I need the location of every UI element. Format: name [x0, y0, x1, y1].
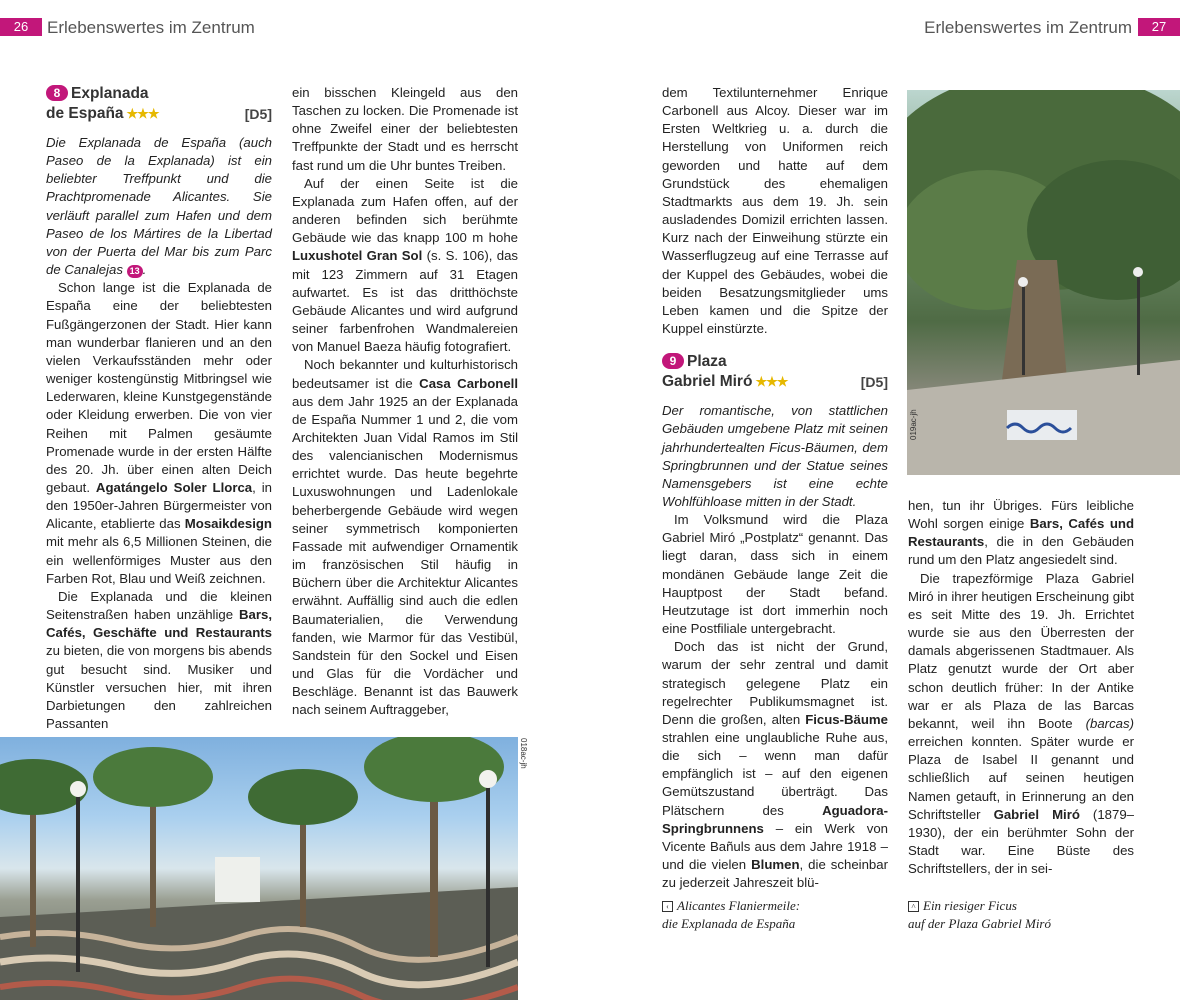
- paragraph: hen, tun ihr Übriges. Fürs leibliche Wohl sorgen einige Bars, Cafés und Restaurants, die in den Gebäuden rund um den Platz angesiedelt sind.: [908, 498, 1134, 568]
- left-running-title: Erlebenswertes im Zentrum: [47, 18, 255, 37]
- section-title-line1: Plaza: [687, 353, 727, 371]
- paragraph: Schon lange ist die Explanada de España eine der beliebtesten Fußgängerzonen der Stadt. Hier kann man wunderbar flanieren und an den vielen Verkaufsständen mehr oder weniger kostengünstig Mitbringsel wie Lederwaren, kleine Kunstgegenstände oder Kleidung erwerben. Die von vier Reihen mit Palmen gesäumte Promenade wurde in der ersten Hälfte des 20. Jh. über einen alten Deich gebaut. Agatángelo Soler Llorca, in den 1950er-Jahren Bürgermeister von Alicante, etablierte das Mosaikdesign mit mehr als 6,5 Millionen Steinen, die ein wellenförmiges Muster aus den Farben Rot, Blau und Weiß zeichnen.: [46, 280, 272, 586]
- photo-credit-right: 019ac-jh: [909, 409, 918, 440]
- caption-left: ‹ Alicantes Flaniermeile: die Explanada de España: [662, 898, 801, 931]
- grid-reference: [D5]: [244, 106, 272, 122]
- section-8-heading: [46, 84, 272, 124]
- right-running-title: Erlebenswertes im Zentrum: [924, 18, 1132, 37]
- paragraph: Noch bekannter und kulturhistorisch bedeutsamer ist die Casa Carbonell aus dem Jahr 1925 an der Explanada de España Nummer 1 und 2, die vom Architekten Juan Vidal Ramos im Stil des valencianischen Modernismus errichtet wurde. Das heute begehrte Luxuswohnungen und Ladenlokale beherbergende Gebäude wird wegen seiner symmetrisch komponierten Fassade mit aufwendiger Ornamentik im französischen Stil häufig in Büchern über die Architektur Alicantes erwähnt. Auffällig sind auch die edlen Baumaterialien, die Verwendung fanden, wie Marmor für das Vestibül, Sandstein für den Sockel und Eisen und Glas für die Vordächer und Beschläge. Benannt ist das Bauwerk nach seinem Auftraggeber,: [292, 357, 518, 718]
- paragraph: Die Explanada und die kleinen Seitenstraßen haben unzählige Bars, Cafés, Geschäfte und Restaurants zu bieten, die von morgens bis abends gut besucht sind. Musiker und Künstler versuchen hier, mit ihren Darbietungen den zahlreichen Passanten: [46, 588, 272, 731]
- paragraph: dem Textilunternehmer Enrique Carbonell aus Alcoy. Dieser war im Ersten Weltkrieg u. a. durch die Herstellung von Uniformen reich geworden und hatte auf dem Grundstück des ehemaligen Stadtmarkts aus dem 19. Jh. sein ausladendes Domizil errichten lassen. Kurz nach der Einweihung stürzte ein Wasserflugzeug auf eine Terrasse auf der Kuppel des Gebäudes, wobei die beiden Besatzungsmitglieder ums Leben kamen und die Spitze der Kuppel einstürzte.: [662, 85, 888, 337]
- paragraph: Doch das ist nicht der Grund, warum der sehr zentral und damit strategisch gelegene Platz ein regelrechter Publikumsmagnet ist. Denn die großen, alten Ficus-Bäume strahlen eine unglaubliche Ruhe aus, die sich – wenn man dafür empfänglich ist – auf den eigenen Gemütszustand überträgt. Das Plätschern des Aguadora-Springbrunnens – ein Werk von Vicente Bañuls aus dem Jahre 1918 – und die vielen Blumen, die scheinbar zu jederzeit Jahreszeit blü-: [662, 639, 888, 891]
- map-ref-badge: 13: [127, 265, 143, 278]
- rating-stars: ★★★: [755, 374, 788, 390]
- paragraph: Im Volksmund wird die Plaza Gabriel Miró „Postplatz“ genannt. Das liegt daran, dass sich in einem mondänen Gebäude lange Zeit die Hauptpost der Stadt befand. Heutzutage ist dort immerhin noch eine Postfiliale untergebracht.: [662, 512, 888, 637]
- column-4: [908, 497, 1134, 878]
- section-number-badge: 9: [662, 353, 684, 369]
- arrow-up-icon: ˄: [908, 901, 919, 912]
- section-intro: Der romantische, von stattlichen Gebäuden umgebene Platz mit seinen jahrhundertealten Ficus-Bäumen, dem Springbrunnen und der Statue seines Namensgebers ist eine echte Wohlfühloase mitten in der Stadt.: [662, 403, 888, 509]
- paragraph: Die trapezförmige Plaza Gabriel Miró in ihrer heutigen Erscheinung gibt es seit Mitte des 19. Jh. Errichtet wurde sie aus den Überresten der damals abgerissenen Stadtmauer. Als Platz genutzt wurde der Ort aber schon deutlich früher: In der Antike war er als Plaza de las Barcas bekannt, weil ihn Boote (barcas) erreichen konnten. Später wurde er Plaza de Isabel II genannt und schließlich auf seinen heutigen Namen getauft, in Erinnerung an den Schriftsteller Gabriel Miró (1879–1930), der ein berühmter Sohn der Stadt war. Eine Büste des Schriftstellers, der in sei-: [908, 570, 1134, 877]
- photo-ficus: [907, 90, 1180, 475]
- paragraph: Auf der einen Seite ist die Explanada zum Hafen offen, auf der anderen befinden sich berühmte Gebäude wie das knapp 100 m hohe Luxushotel Gran Sol (s. S. 106), das mit 123 Zimmern auf 31 Etagen aufwartet. Es ist das dritthöchste Gebäude Alicantes und wird aufgrund seiner farbenfrohen Wandmalereien von Manuel Baeza häufig fotografiert.: [292, 175, 518, 355]
- arrow-left-icon: ‹: [662, 901, 673, 912]
- column-3: [662, 84, 888, 892]
- section-title-line1: Explanada: [71, 85, 149, 102]
- grid-reference: [D5]: [860, 374, 888, 391]
- photo-explanada: [0, 737, 518, 1000]
- right-page-number: 27: [1138, 18, 1180, 36]
- section-title-line2: Gabriel Miró: [662, 373, 753, 391]
- section-title-line2: de España: [46, 105, 124, 122]
- column-1: [46, 84, 272, 733]
- section-9-heading: [662, 352, 888, 392]
- palm-promenade-illustration: [0, 737, 518, 1000]
- ficus-tree-illustration: [907, 90, 1180, 475]
- section-intro: Die Explanada de España (auch Paseo de la Explanada) ist ein beliebter Treffpunkt und die Prachtpromenade Alicantes. Sie verläuft parallel zum Hafen und dem Paseo de los Mártires de la Libertad von der Puerta del Mar bis zum Parc de Canalejas 13 .: [46, 135, 272, 278]
- caption-right: ˄ Ein riesiger Ficus auf der Plaza Gabriel Miró: [908, 898, 1051, 931]
- column-2: [292, 84, 518, 719]
- section-number-badge: 8: [46, 85, 68, 101]
- paragraph: ein bisschen Kleingeld aus den Taschen zu locken. Die Promenade ist ohne Zweifel einer der beliebtesten Treffpunkte der Stadt und es herrscht fast rund um die Uhr buntes Treiben.: [292, 85, 518, 173]
- rating-stars: ★★★: [126, 106, 159, 121]
- left-page-number: 26: [0, 18, 42, 36]
- photo-credit-left: 018ac-jh: [519, 738, 528, 769]
